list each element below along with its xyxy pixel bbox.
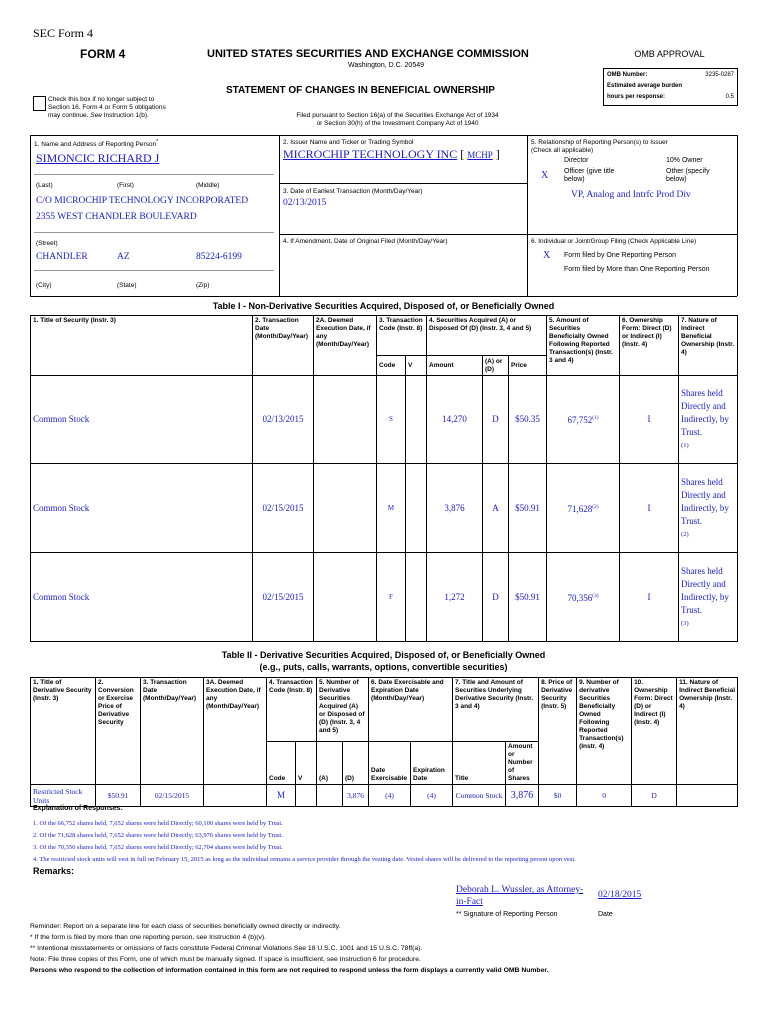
t2-r0-conv: $50.91 bbox=[96, 785, 141, 807]
ticker-bracket-close: ] bbox=[495, 147, 500, 161]
one-person-x-mark[interactable]: X bbox=[543, 250, 551, 261]
t1-r1-nature bbox=[679, 464, 738, 553]
table-row bbox=[31, 376, 738, 464]
omb-box bbox=[603, 68, 738, 106]
t1-r1-amount: 3,876 bbox=[427, 464, 483, 553]
t2-h-amt-sub: Amount or Number of Shares bbox=[506, 742, 539, 785]
t1-r1-owned bbox=[547, 464, 620, 553]
t2-h-code-sub: Code bbox=[267, 742, 296, 785]
t1-r0-nature-fn[interactable]: (1) bbox=[681, 442, 689, 449]
t1-r2-nature bbox=[679, 553, 738, 642]
omb-hours-label: hours per response: bbox=[607, 94, 666, 100]
signature-date: 02/18/2015 bbox=[598, 890, 642, 900]
t1-r2-code: F bbox=[377, 553, 406, 642]
t2-h-form: 10. Ownership Form: Direct (D) or Indirect (I) (Instr. 4) bbox=[632, 678, 677, 785]
signature-label: ** Signature of Reporting Person bbox=[456, 911, 558, 918]
more-person-label: Form filed by More than One Reporting Person bbox=[564, 266, 710, 273]
t1-r0-form: I bbox=[620, 376, 679, 464]
table-row bbox=[31, 553, 738, 642]
footer-note: Note: File three copies of this Form, one of which must be manually signed. If space is insufficient, see Instruction 6 for procedure. bbox=[30, 956, 421, 963]
explanation-list bbox=[33, 818, 733, 866]
t1-r2-date: 02/15/2015 bbox=[253, 553, 314, 642]
address-line1: C/O MICROCHIP TECHNOLOGY INCORPORATED bbox=[36, 196, 249, 206]
checkbox-text bbox=[48, 96, 170, 120]
t1-r2-owned-fn[interactable]: (3) bbox=[592, 592, 599, 599]
street-label: (Street) bbox=[36, 240, 58, 247]
t1-r1-form: I bbox=[620, 464, 679, 553]
t1-r0-nature bbox=[679, 376, 738, 464]
t1-h-price-sub: Price bbox=[509, 356, 547, 376]
footer-note: ** Intentional misstatements or omissions of facts constitute Federal Criminal Violations See 18 U.S.C. 1001 and 15 U.S.C. 78ff(a). bbox=[30, 945, 423, 952]
t1-r0-code: S bbox=[377, 376, 406, 464]
t1-r2-v bbox=[406, 553, 427, 642]
t1-r1-title: Common Stock bbox=[31, 464, 253, 553]
t2-h-date: 3. Transaction Date (Month/Day/Year) bbox=[141, 678, 204, 785]
t1-r0-date: 02/13/2015 bbox=[253, 376, 314, 464]
footer-notes bbox=[30, 921, 750, 976]
reporting-person-name[interactable]: SIMONCIC RICHARD J bbox=[36, 151, 160, 165]
officer-label: Officer (give title below) bbox=[564, 168, 615, 183]
form-label: FORM 4 bbox=[80, 47, 126, 61]
t1-h-ad-sub: (A) or (D) bbox=[483, 356, 509, 376]
t2-h-d-sub: (D) bbox=[343, 742, 369, 785]
remarks-label: Remarks: bbox=[33, 866, 75, 876]
explanation-item: 2. Of the 71,628 shares held, 7,652 shares were held Directly; 63,976 shares were held by Trust. bbox=[33, 832, 283, 839]
signature-name: Deborah L. Wussler, as Attorney-in-Fact bbox=[456, 885, 584, 907]
t1-r0-owned-fn[interactable]: (1) bbox=[592, 415, 599, 421]
t1-r1-date: 02/15/2015 bbox=[253, 464, 314, 553]
t1-r1-nature-fn[interactable]: (2) bbox=[681, 530, 689, 538]
t1-r2-form: I bbox=[620, 553, 679, 642]
checkbox-text-main: Check this box if no longer subject to Section 16. Form 4 or Form 5 obligations may continue. bbox=[48, 96, 166, 119]
omb-number-value: 3235-0287 bbox=[705, 72, 734, 78]
box5-label-line1: 5. Relationship of Reporting Person(s) to Issuer bbox=[531, 139, 668, 146]
issuer-line bbox=[283, 147, 500, 162]
t1-r0-owned bbox=[547, 376, 620, 464]
t2-r0-date: 02/15/2015 bbox=[141, 785, 204, 807]
t1-r2-nature-text: Shares held Directly and Indirectly, by Trust. bbox=[681, 565, 729, 615]
other-label: Other (specify below) bbox=[666, 168, 710, 183]
last-label: (Last) bbox=[36, 182, 53, 189]
t1-r1-deemed bbox=[314, 464, 377, 553]
t2-r0-under-amt: 3,876 bbox=[506, 785, 539, 807]
omb-number-label: OMB Number: bbox=[607, 72, 648, 78]
t2-r0-nature bbox=[677, 785, 738, 807]
t2-r0-exp[interactable]: (4) bbox=[411, 785, 453, 807]
t2-h-number: 5. Number of Derivative Securities Acquired (A) or Disposed of (D) (Instr. 3, 4 and 5) bbox=[317, 678, 369, 742]
t1-r1-owned-value: 71,628 bbox=[567, 503, 593, 514]
t1-r0-owned-value: 67,752 bbox=[567, 415, 593, 425]
t2-r0-form: D bbox=[632, 785, 677, 807]
t1-r1-nature-text: Shares held Directly and Indirectly, by Trust. bbox=[681, 476, 729, 526]
ticker-symbol[interactable]: MCHP bbox=[467, 150, 493, 160]
box2-label: 2. Issuer Name and Ticker or Trading Symbol bbox=[283, 139, 414, 146]
t1-r1-code: M bbox=[377, 464, 406, 553]
t2-h-exp-sub: Expiration Date bbox=[411, 742, 453, 785]
checkbox-text-instr: Instruction 1(b). bbox=[103, 112, 149, 119]
zip-label: (Zip) bbox=[196, 282, 210, 289]
t1-r2-ad: D bbox=[483, 553, 509, 642]
footer-note: * If the form is filed by more than one reporting person, see Instruction 4 (b)(v). bbox=[30, 934, 267, 941]
t1-r2-owned bbox=[547, 553, 620, 642]
t1-h-securities: 4. Securities Acquired (A) or Disposed Of (D) (Instr. 3, 4 and 5) bbox=[427, 316, 547, 356]
t2-r0-deemed bbox=[204, 785, 267, 807]
t1-r2-title: Common Stock bbox=[31, 553, 253, 642]
one-person-label: Form filed by One Reporting Person bbox=[564, 252, 677, 259]
t2-h-title: 1. Title of Derivative Security (Instr. 3) bbox=[31, 678, 96, 785]
t1-h-amount-sub: Amount bbox=[427, 356, 483, 376]
table1 bbox=[30, 315, 738, 642]
t1-r0-ad: D bbox=[483, 376, 509, 464]
footer-note: Persons who respond to the collection of information contained in this form are not required to respond unless the form displays a currently valid OMB Number. bbox=[30, 967, 549, 974]
filed-pursuant bbox=[270, 112, 525, 128]
t1-r0-price: $50.35 bbox=[509, 376, 547, 464]
address-line2: 2355 WEST CHANDLER BOULEVARD bbox=[36, 212, 197, 222]
t2-h-price: 8. Price of Derivative Security (Instr. 5) bbox=[539, 678, 577, 785]
table-row bbox=[31, 464, 738, 553]
sec-form-label: SEC Form 4 bbox=[33, 26, 94, 40]
checkbox-text-see: See bbox=[90, 112, 102, 119]
box3-label: 3. Date of Earliest Transaction (Month/Day/Year) bbox=[283, 188, 423, 195]
t1-r2-price: $50.91 bbox=[509, 553, 547, 642]
t2-h-nature: 11. Nature of Indirect Beneficial Ownership (Instr. 4) bbox=[677, 678, 738, 785]
t1-r1-ad: A bbox=[483, 464, 509, 553]
table2-title: Table II - Derivative Securities Acquired, Disposed of, or Beneficially Owned bbox=[221, 650, 546, 660]
t1-r1-owned-fn[interactable]: (2) bbox=[592, 503, 599, 510]
box5-label bbox=[531, 139, 668, 155]
t1-h-v-sub: V bbox=[406, 356, 427, 376]
t2-h-dateex-sub: Date Exercisable bbox=[369, 742, 411, 785]
commission-title: UNITED STATES SECURITIES AND EXCHANGE COMMISSION bbox=[207, 48, 529, 60]
box4-label: 4. If Amendment, Date of Original Filed (Month/Day/Year) bbox=[283, 238, 448, 245]
t1-r0-nature-text: Shares held Directly and Indirectly, by Trust. bbox=[681, 388, 729, 437]
t1-h-nature: 7. Nature of Indirect Beneficial Ownership (Instr. 4) bbox=[679, 316, 738, 376]
t1-r0-title: Common Stock bbox=[31, 376, 253, 464]
box6-label: 6. Individual or Joint/Group Filing (Check Applicable Line) bbox=[531, 238, 697, 245]
t2-h-v-sub: V bbox=[296, 742, 317, 785]
t1-r2-deemed bbox=[314, 553, 377, 642]
explanation-item: 4. The restricted stock units will vest in full on February 15, 2015 as long as the individual remains a service provider through the vesting date. Vested shares will be delivered to the reporting person upon vest. bbox=[33, 856, 576, 863]
table2 bbox=[30, 677, 738, 807]
t1-h-code-sub: Code bbox=[377, 356, 406, 376]
t1-h-form: 6. Ownership Form: Direct (D) or Indirect (I) (Instr. 4) bbox=[620, 316, 679, 376]
t2-h-underlying: 7. Title and Amount of Securities Underlying Derivative Security (Instr. 3 and 4) bbox=[453, 678, 539, 742]
t2-r0-d: 3,876 bbox=[343, 785, 369, 807]
t2-r0-under-title: Common Stock bbox=[453, 785, 506, 807]
director-label: Director bbox=[564, 157, 589, 164]
t1-r0-v bbox=[406, 376, 427, 464]
t2-r0-dateex[interactable]: (4) bbox=[369, 785, 411, 807]
commission-city: Washington, D.C. 20549 bbox=[348, 62, 425, 69]
t2-r0-code: M bbox=[267, 785, 296, 807]
filed-line1: Filed pursuant to Section 16(a) of the Securities Exchange Act of 1934 bbox=[296, 112, 499, 119]
earliest-transaction-date: 02/13/2015 bbox=[283, 198, 327, 208]
city-label: (City) bbox=[36, 282, 52, 289]
t1-h-date: 2. Transaction Date (Month/Day/Year) bbox=[253, 316, 314, 376]
t2-h-exercisable: 6. Date Exercisable and Expiration Date (Month/Day/Year) bbox=[369, 678, 453, 742]
t1-r2-nature-fn[interactable]: (3) bbox=[681, 619, 689, 627]
t2-r0-v bbox=[296, 785, 317, 807]
box1-label-text: 1. Name and Address of Reporting Person bbox=[34, 141, 157, 149]
t1-h-title: 1. Title of Security (Instr. 3) bbox=[31, 316, 253, 376]
filed-line2: or Section 30(h) of the Investment Company Act of 1940 bbox=[316, 120, 479, 127]
explanation-item: 3. Of the 70,356 shares held, 7,652 shares were held Directly; 62,704 shares were held by Trust. bbox=[33, 844, 283, 851]
t2-r0-title: Restricted Stock Units bbox=[31, 785, 96, 807]
t1-r0-deemed bbox=[314, 376, 377, 464]
t1-h-deemed: 2A. Deemed Execution Date, if any (Month/Day/Year) bbox=[314, 316, 377, 376]
omb-title: OMB APPROVAL bbox=[634, 49, 705, 59]
state-label: (State) bbox=[117, 282, 137, 289]
box1-label: 1. Name and Address of Reporting Person* bbox=[34, 139, 159, 149]
t1-r2-owned-value: 70,356 bbox=[567, 592, 593, 603]
city-value: CHANDLER bbox=[36, 252, 88, 262]
t2-h-conv: 2. Conversion or Exercise Price of Derivative Security bbox=[96, 678, 141, 785]
t1-h-code: 3. Transaction Code (Instr. 8) bbox=[377, 316, 427, 356]
t1-r1-price: $50.91 bbox=[509, 464, 547, 553]
t2-h-deemed: 3A. Deemed Execution Date, if any (Month/Day/Year) bbox=[204, 678, 267, 785]
date-label: Date bbox=[598, 911, 613, 918]
t2-r0-price: $0 bbox=[539, 785, 577, 807]
table-row bbox=[31, 785, 738, 807]
t2-h-a-sub: (A) bbox=[317, 742, 343, 785]
zip-value: 85224-6199 bbox=[196, 252, 242, 262]
officer-title: VP, Analog and Intrfc Prod Div bbox=[571, 190, 691, 200]
t1-r2-amount: 1,272 bbox=[427, 553, 483, 642]
footer-note: Reminder: Report on a separate line for each class of securities beneficially owned directly or indirectly. bbox=[30, 923, 341, 930]
first-label: (First) bbox=[117, 182, 134, 189]
t2-h-title-sub: Title bbox=[453, 742, 506, 785]
section16-checkbox[interactable] bbox=[33, 96, 46, 111]
t2-h-owned: 9. Number of derivative Securities Beneficially Owned Following Reported Transaction(s) (Instr. 4) bbox=[577, 678, 632, 785]
statement-title: STATEMENT OF CHANGES IN BENEFICIAL OWNERSHIP bbox=[226, 85, 495, 96]
t1-r0-amount: 14,270 bbox=[427, 376, 483, 464]
t2-r0-owned: 0 bbox=[577, 785, 632, 807]
explanation-item: 1. Of the 66,752 shares held, 7,652 shares were held Directly; 60,100 shares were held by Trust. bbox=[33, 820, 283, 827]
state-value: AZ bbox=[117, 252, 130, 262]
middle-label: (Middle) bbox=[196, 182, 220, 189]
explanation-label: Explanation of Responses: bbox=[33, 805, 123, 812]
t2-h-code: 4. Transaction Code (Instr. 8) bbox=[267, 678, 317, 742]
ten-pct-label: 10% Owner bbox=[666, 157, 703, 164]
issuer-name[interactable]: MICROCHIP TECHNOLOGY INC bbox=[283, 147, 458, 161]
omb-hours-value: 0.5 bbox=[725, 94, 734, 100]
t2-r0-a bbox=[317, 785, 343, 807]
box5-label-line2: (Check all applicable) bbox=[531, 147, 594, 154]
ticker-bracket-open: [ bbox=[460, 147, 465, 161]
table1-title: Table I - Non-Derivative Securities Acquired, Disposed of, or Beneficially Owned bbox=[212, 301, 555, 311]
t1-r1-v bbox=[406, 464, 427, 553]
table2-subtitle: (e.g., puts, calls, warrants, options, convertible securities) bbox=[259, 662, 508, 672]
omb-burden-label: Estimated average burden bbox=[607, 83, 683, 89]
t1-h-owned: 5. Amount of Securities Beneficially Owned Following Reported Transaction(s) (Instr. 3 and 4) bbox=[547, 316, 620, 376]
officer-x-mark[interactable]: X bbox=[541, 170, 549, 181]
